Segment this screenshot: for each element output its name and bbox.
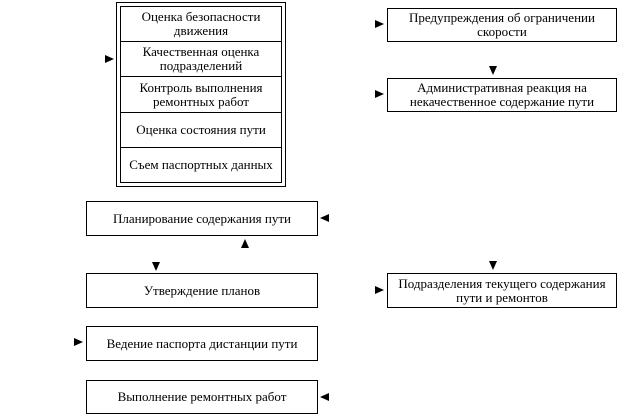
group-item-safety: Оценка безопасности движения bbox=[121, 7, 281, 42]
group-item-repair-control: Контроль выполнения ремонтных работ bbox=[121, 77, 281, 112]
arrow-left-planning bbox=[320, 214, 329, 222]
arrow-right-passport bbox=[74, 338, 83, 346]
box-speed-warnings: Предупреждения об ограничении скорости bbox=[387, 8, 617, 42]
group-item-quality: Качественная оценка подразделений bbox=[121, 42, 281, 77]
arrow-right-group bbox=[105, 55, 114, 63]
box-subdivisions: Подразделения текущего содержания пути и ремонтов bbox=[387, 273, 617, 308]
arrow-down-approval bbox=[152, 262, 160, 271]
box-repair: Выполнение ремонтных работ bbox=[86, 380, 318, 414]
arrow-down-subdivisions bbox=[489, 261, 497, 270]
arrow-right-subdivisions bbox=[375, 286, 384, 294]
box-planning: Планирование содержания пути bbox=[86, 201, 318, 236]
assessment-group bbox=[116, 2, 286, 187]
arrow-up-planning bbox=[241, 239, 249, 248]
box-admin-reaction: Административная реакция на некачественное содержание пути bbox=[387, 78, 617, 112]
group-item-track-state: Оценка состояния пути bbox=[121, 113, 281, 148]
group-item-passport-data: Съем паспортных данных bbox=[129, 156, 273, 172]
arrow-right-admin bbox=[375, 90, 384, 98]
arrow-down-admin bbox=[489, 66, 497, 75]
assessment-group-inner bbox=[120, 6, 282, 183]
box-approval: Утверждение планов bbox=[86, 273, 318, 308]
box-passport: Ведение паспорта дистанции пути bbox=[86, 326, 318, 361]
arrow-left-repair bbox=[320, 393, 329, 401]
arrow-right-speed bbox=[375, 20, 384, 28]
